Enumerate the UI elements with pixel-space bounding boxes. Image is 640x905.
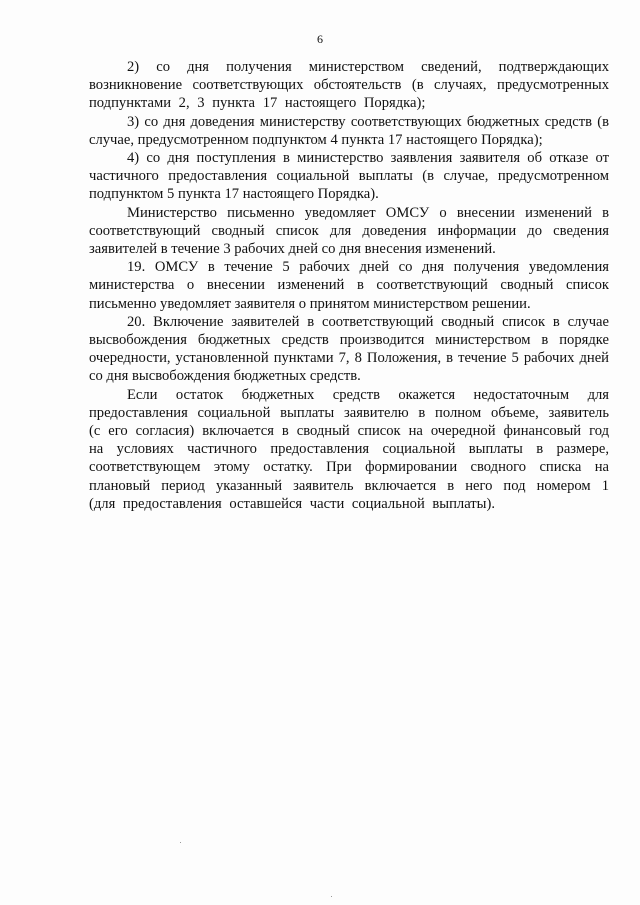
paragraph-remaining-funds: Если остаток бюджетных средств окажется недостаточным для предоставления социальной выплаты заявителю в полном объеме, заявитель (с его согласия) включается в сводный список на очередной финансовый год на условиях частичного предоставления социальной выплаты в размере, соответствующем этому остатку. При формировании сводного списка на плановый период указанный заявитель включается в него под номером 1 (для предоставления оставшейся части социальной выплаты). (89, 386, 609, 512)
paragraph-subitem-2: 2) со дня получения министерством сведений, подтверждающих возникновение соответствующих обстоятельств (в случаях, предусмотренных подпунктами 2, 3 пункта 17 настоящего Порядка); (89, 59, 609, 112)
document-body (89, 58, 609, 513)
page-number: 6 (317, 32, 323, 46)
paragraph-item-19: 19. ОМСУ в течение 5 рабочих дней со дня получения уведомления министерства о внесении изменений в соответствующий сводный список письменно уведомляет заявителя о принятом министерством решении. (89, 259, 609, 312)
paragraph-ministry-notice: Министерство письменно уведомляет ОМСУ о внесении изменений в соответствующий сводный список для доведения информации до сведения заявителей в течение 3 рабочих дней со дня внесения изменений. (89, 204, 609, 258)
scan-speck (180, 842, 181, 843)
paragraph-subitem-3: 3) со дня доведения министерству соответствующих бюджетных средств (в случае, предусмотренном подпунктом 4 пункта 17 настоящего Порядка); (89, 113, 609, 148)
scan-speck (331, 896, 332, 897)
paragraph-subitem-4: 4) со дня поступления в министерство заявления заявителя об отказе от частичного предоставления социальной выплаты (в случае, предусмотренном подпунктом 5 пункта 17 настоящего Порядка). (89, 150, 609, 203)
paragraph-item-20: 20. Включение заявителей в соответствующий сводный список в случае высвобождения бюджетных средств производится министерством в порядке очередности, установленной пунктами 7, 8 Положения, в течение 5 рабочих дней со дня высвобождения бюджетных средств. (89, 313, 609, 385)
